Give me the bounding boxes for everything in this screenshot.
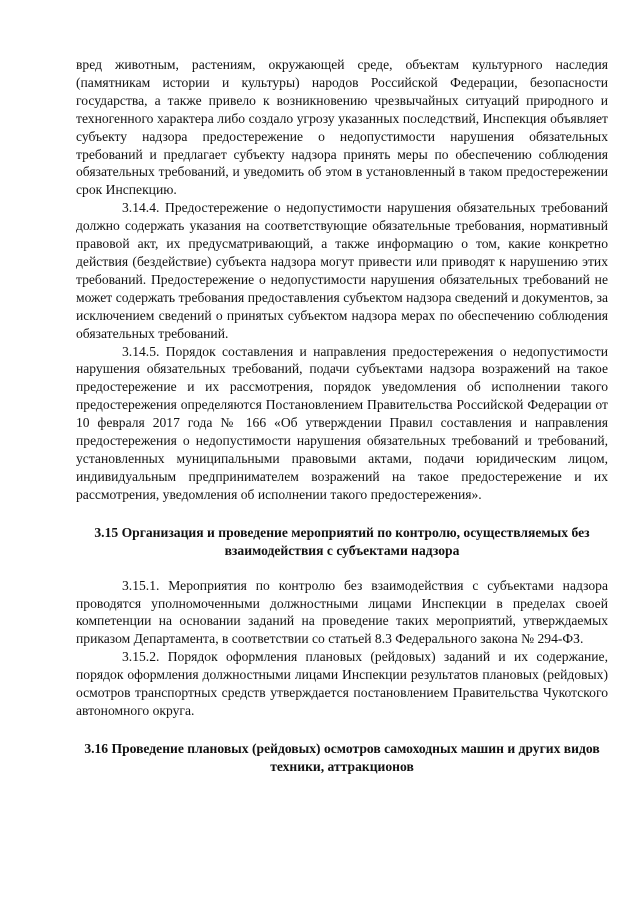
paragraph-3-15-1: 3.15.1. Мероприятия по контролю без взаимодействия с субъектами надзора проводятся уполномоченными должностными лицами Инспекции в пределах своей компетенции на основании заданий на проведение таких мероприятий, утверждаемых приказом Департамента, в соответствии со статьей 8.3 Федерального закона № 294-ФЗ. xyxy=(76,577,608,647)
paragraph-3-15-2: 3.15.2. Порядок оформления плановых (рейдовых) заданий и их содержание, порядок оформления должностными лицами Инспекции результатов плановых (рейдовых) осмотров транспортных средств утверждается постановлением Правительства Чукотского автономного округа. xyxy=(76,649,608,718)
paragraph-3-14-4: 3.14.4. Предостережение о недопустимости нарушения обязательных требований должно содержать указания на соответствующие обязательные требования, нормативный правовой акт, их предусматривающий, а также информацию о том, какие конкретно действия (бездействие) субъекта надзора могут привести или приводят к нарушению этих требований. Предостережение о недопустимости нарушения обязательных требований не может содержать требования предоставления субъектом надзора сведений и документов, за исключением сведений о принятых субъектом надзора мерах по обеспечению соблюдения обязательных требований. xyxy=(76,200,608,341)
section-heading-3-15: 3.15 Организация и проведение мероприятий по контролю, осуществляемых без взаимодействия с субъектами надзора xyxy=(94,524,590,558)
section-heading-3-16: 3.16 Проведение плановых (рейдовых) осмотров самоходных машин и других видов техники, аттракционов xyxy=(84,740,600,774)
paragraph-continuation: вред животным, растениям, окружающей среде, объектам культурного наследия (памятникам истории и культуры) народов Российской Федерации, безопасности государства, а также привело к возникновению чрезвычайных ситуаций природного и техногенного характера либо создало угрозу указанных последствий, Инспекция объявляет субъекту надзора предостережение о недопустимости нарушения обязательных требований и предлагает субъекту надзора принять меры по обеспечению соблюдения обязательных требований, и уведомить об этом в установленный в таком предостережении срок Инспекцию. xyxy=(76,57,608,198)
document-page xyxy=(76,56,608,776)
paragraph-3-14-5: 3.14.5. Порядок составления и направления предостережения о недопустимости нарушения обязательных требований, подачи субъектами надзора возражений на такое предостережение и их рассмотрения, порядок уведомления об исполнении такого предостережения определяются Постановлением Правительства Российской Федерации от 10 февраля 2017 года № 166 «Об утверждении Правил составления и направления предостережения о недопустимости нарушения обязательных требований и требований, установленных муниципальными правовыми актами, подачи юридическим лицом, индивидуальным предпринимателем возражений на такое предостережение и их рассмотрения, уведомления об исполнении такого предостережения». xyxy=(76,343,608,502)
